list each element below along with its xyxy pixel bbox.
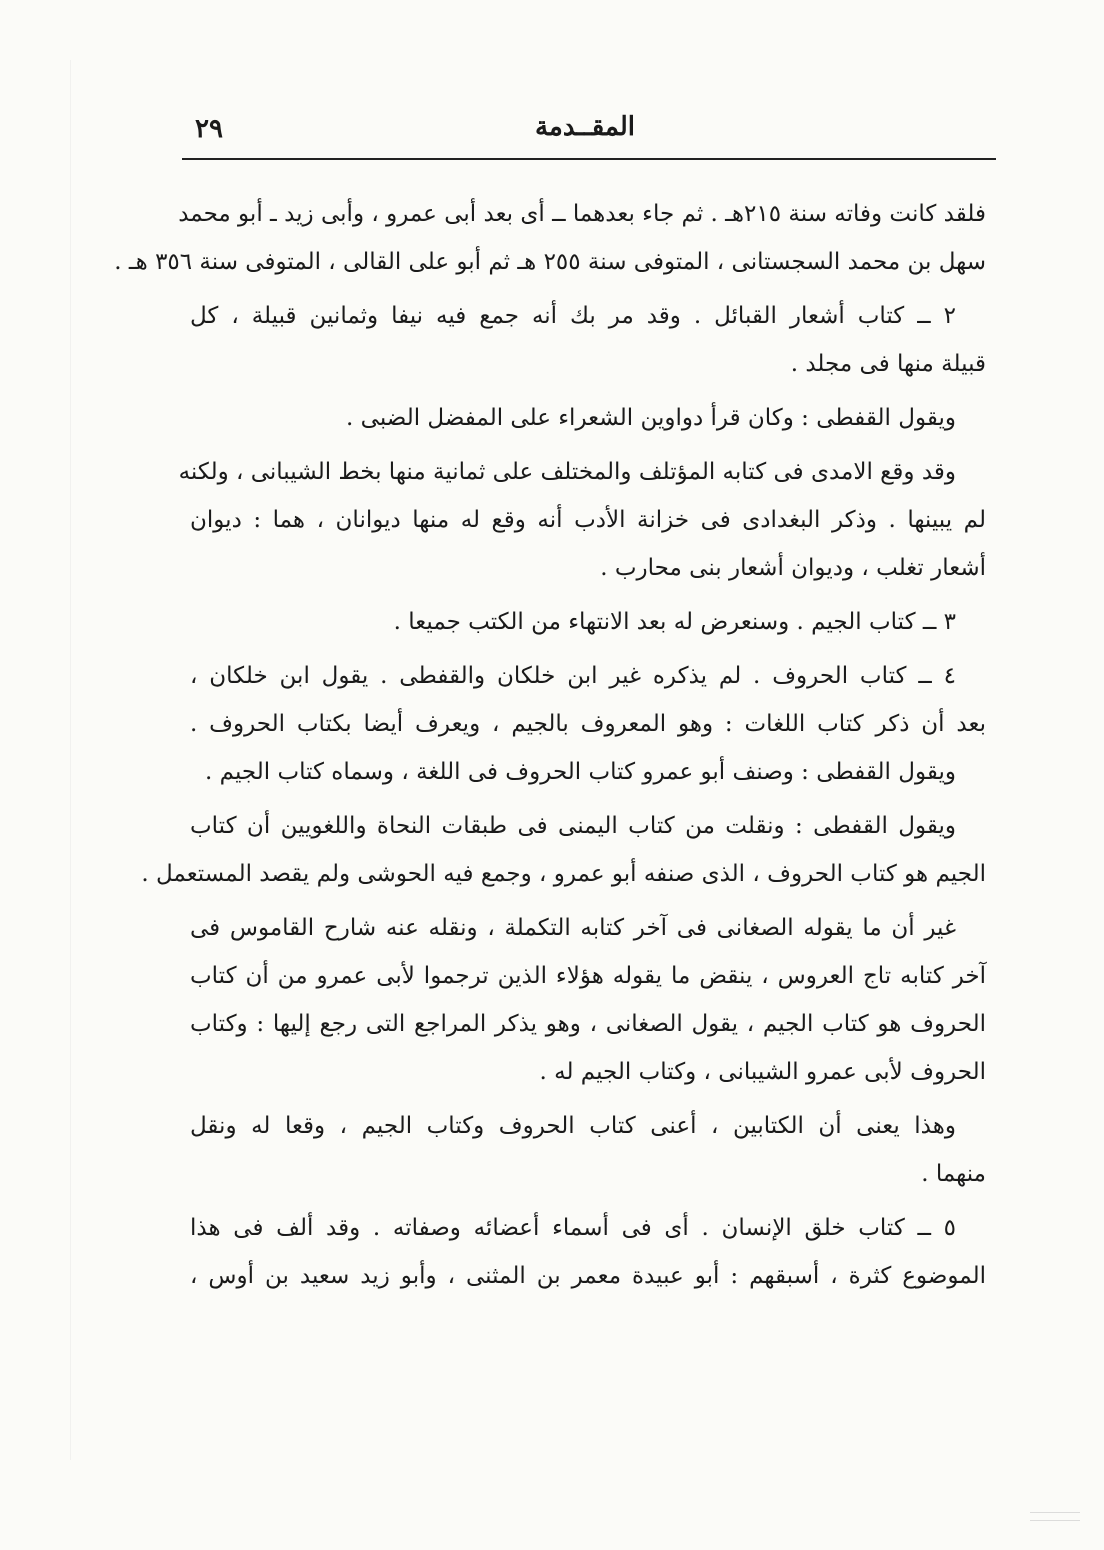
- text-line: ويقول القفطى : وكان قرأ دواوين الشعراء على المفضل الضبى .: [346, 405, 956, 431]
- text-line: أشعار تغلب ، وديوان أشعار بنى محارب .: [600, 555, 986, 581]
- text-line: منهما .: [921, 1161, 986, 1187]
- scan-artifact: [1030, 1520, 1080, 1521]
- text-line: فلقد كانت وفاته سنة ٢١٥هـ . ثم جاء بعدهما ــ أى بعد أبى عمرو ، وأبى زيد ـ أبو محمد: [178, 201, 986, 227]
- scan-artifact: [1030, 1512, 1080, 1513]
- paragraph: [190, 394, 986, 442]
- running-title: المقــدمة: [534, 112, 636, 142]
- paragraph: [190, 598, 986, 646]
- text-line: بعد أن ذكر كتاب اللغات : وهو المعروف بالجيم ، ويعرف أيضا بكتاب الحروف .: [190, 711, 986, 737]
- text-line: وقد وقع الامدى فى كتابه المؤتلف والمختلف على ثمانية منها بخط الشيبانى ، ولكنه: [178, 459, 956, 485]
- text-line: ٣ ــ كتاب الجيم . وسنعرض له بعد الانتهاء من الكتب جميعا .: [393, 609, 956, 635]
- text-line: سهل بن محمد السجستانى ، المتوفى سنة ٢٥٥ هـ ثم أبو على القالى ، المتوفى سنة ٣٥٦ هـ .: [114, 249, 986, 275]
- text-line: الموضوع كثرة ، أسبقهم : أبو عبيدة معمر بن المثنى ، وأبو زيد سعيد بن أوس ،: [190, 1263, 986, 1289]
- text-line: الحروف هو كتاب الجيم ، يقول الصغانى ، وهو يذكر المراجع التى رجع إليها : وكتاب: [190, 1011, 986, 1037]
- scan-artifact: [70, 60, 71, 1460]
- paragraph: [190, 904, 986, 1096]
- text-line: ٢ ــ كتاب أشعار القبائل . وقد مر بك أنه جمع فيه نيفا وثمانين قبيلة ، كل: [190, 303, 956, 329]
- paragraph: [190, 1102, 986, 1198]
- paragraph: [190, 292, 986, 388]
- text-line: الحروف لأبى عمرو الشيبانى ، وكتاب الجيم له .: [539, 1059, 986, 1085]
- text-line: غير أن ما يقوله الصغانى فى آخر كتابه التكملة ، ونقله عنه شارح القاموس فى: [190, 915, 956, 941]
- paragraph: [190, 748, 986, 796]
- text-line: ويقول القفطى : ونقلت من كتاب اليمنى فى طبقات النحاة واللغويين أن كتاب: [190, 813, 956, 839]
- header-rule: [182, 158, 996, 160]
- page-number: ٢٩: [195, 114, 223, 144]
- paragraph: [190, 652, 986, 748]
- text-line: قبيلة منها فى مجلد .: [790, 351, 986, 377]
- paragraph: [141, 802, 986, 898]
- text-line: الجيم هو كتاب الحروف ، الذى صنفه أبو عمرو ، وجمع فيه الحوشى ولم يقصد المستعمل .: [141, 861, 986, 887]
- text-line: لم يبينها . وذكر البغدادى فى خزانة الأدب أنه وقع له منها ديوانان ، هما : ديوان: [190, 507, 986, 533]
- body-text: [114, 190, 986, 1306]
- text-line: ٤ ــ كتاب الحروف . لم يذكره غير ابن خلكان والقفطى . يقول ابن خلكان ،: [190, 663, 956, 689]
- paragraph: [190, 1204, 986, 1300]
- text-line: ٥ ــ كتاب خلق الإنسان . أى فى أسماء أعضائه وصفاته . وقد ألف فى هذا: [190, 1215, 956, 1241]
- text-line: ويقول القفطى : وصنف أبو عمرو كتاب الحروف فى اللغة ، وسماه كتاب الجيم .: [205, 759, 956, 785]
- text-line: آخر كتابه تاج العروس ، ينقض ما يقوله هؤلاء الذين ترجموا لأبى عمرو من أن كتاب: [190, 963, 986, 989]
- paragraph: [178, 448, 986, 592]
- paragraph: [114, 190, 986, 286]
- page-header: [185, 112, 985, 156]
- text-line: وهذا يعنى أن الكتابين ، أعنى كتاب الحروف وكتاب الجيم ، وقعا له ونقل: [190, 1113, 956, 1139]
